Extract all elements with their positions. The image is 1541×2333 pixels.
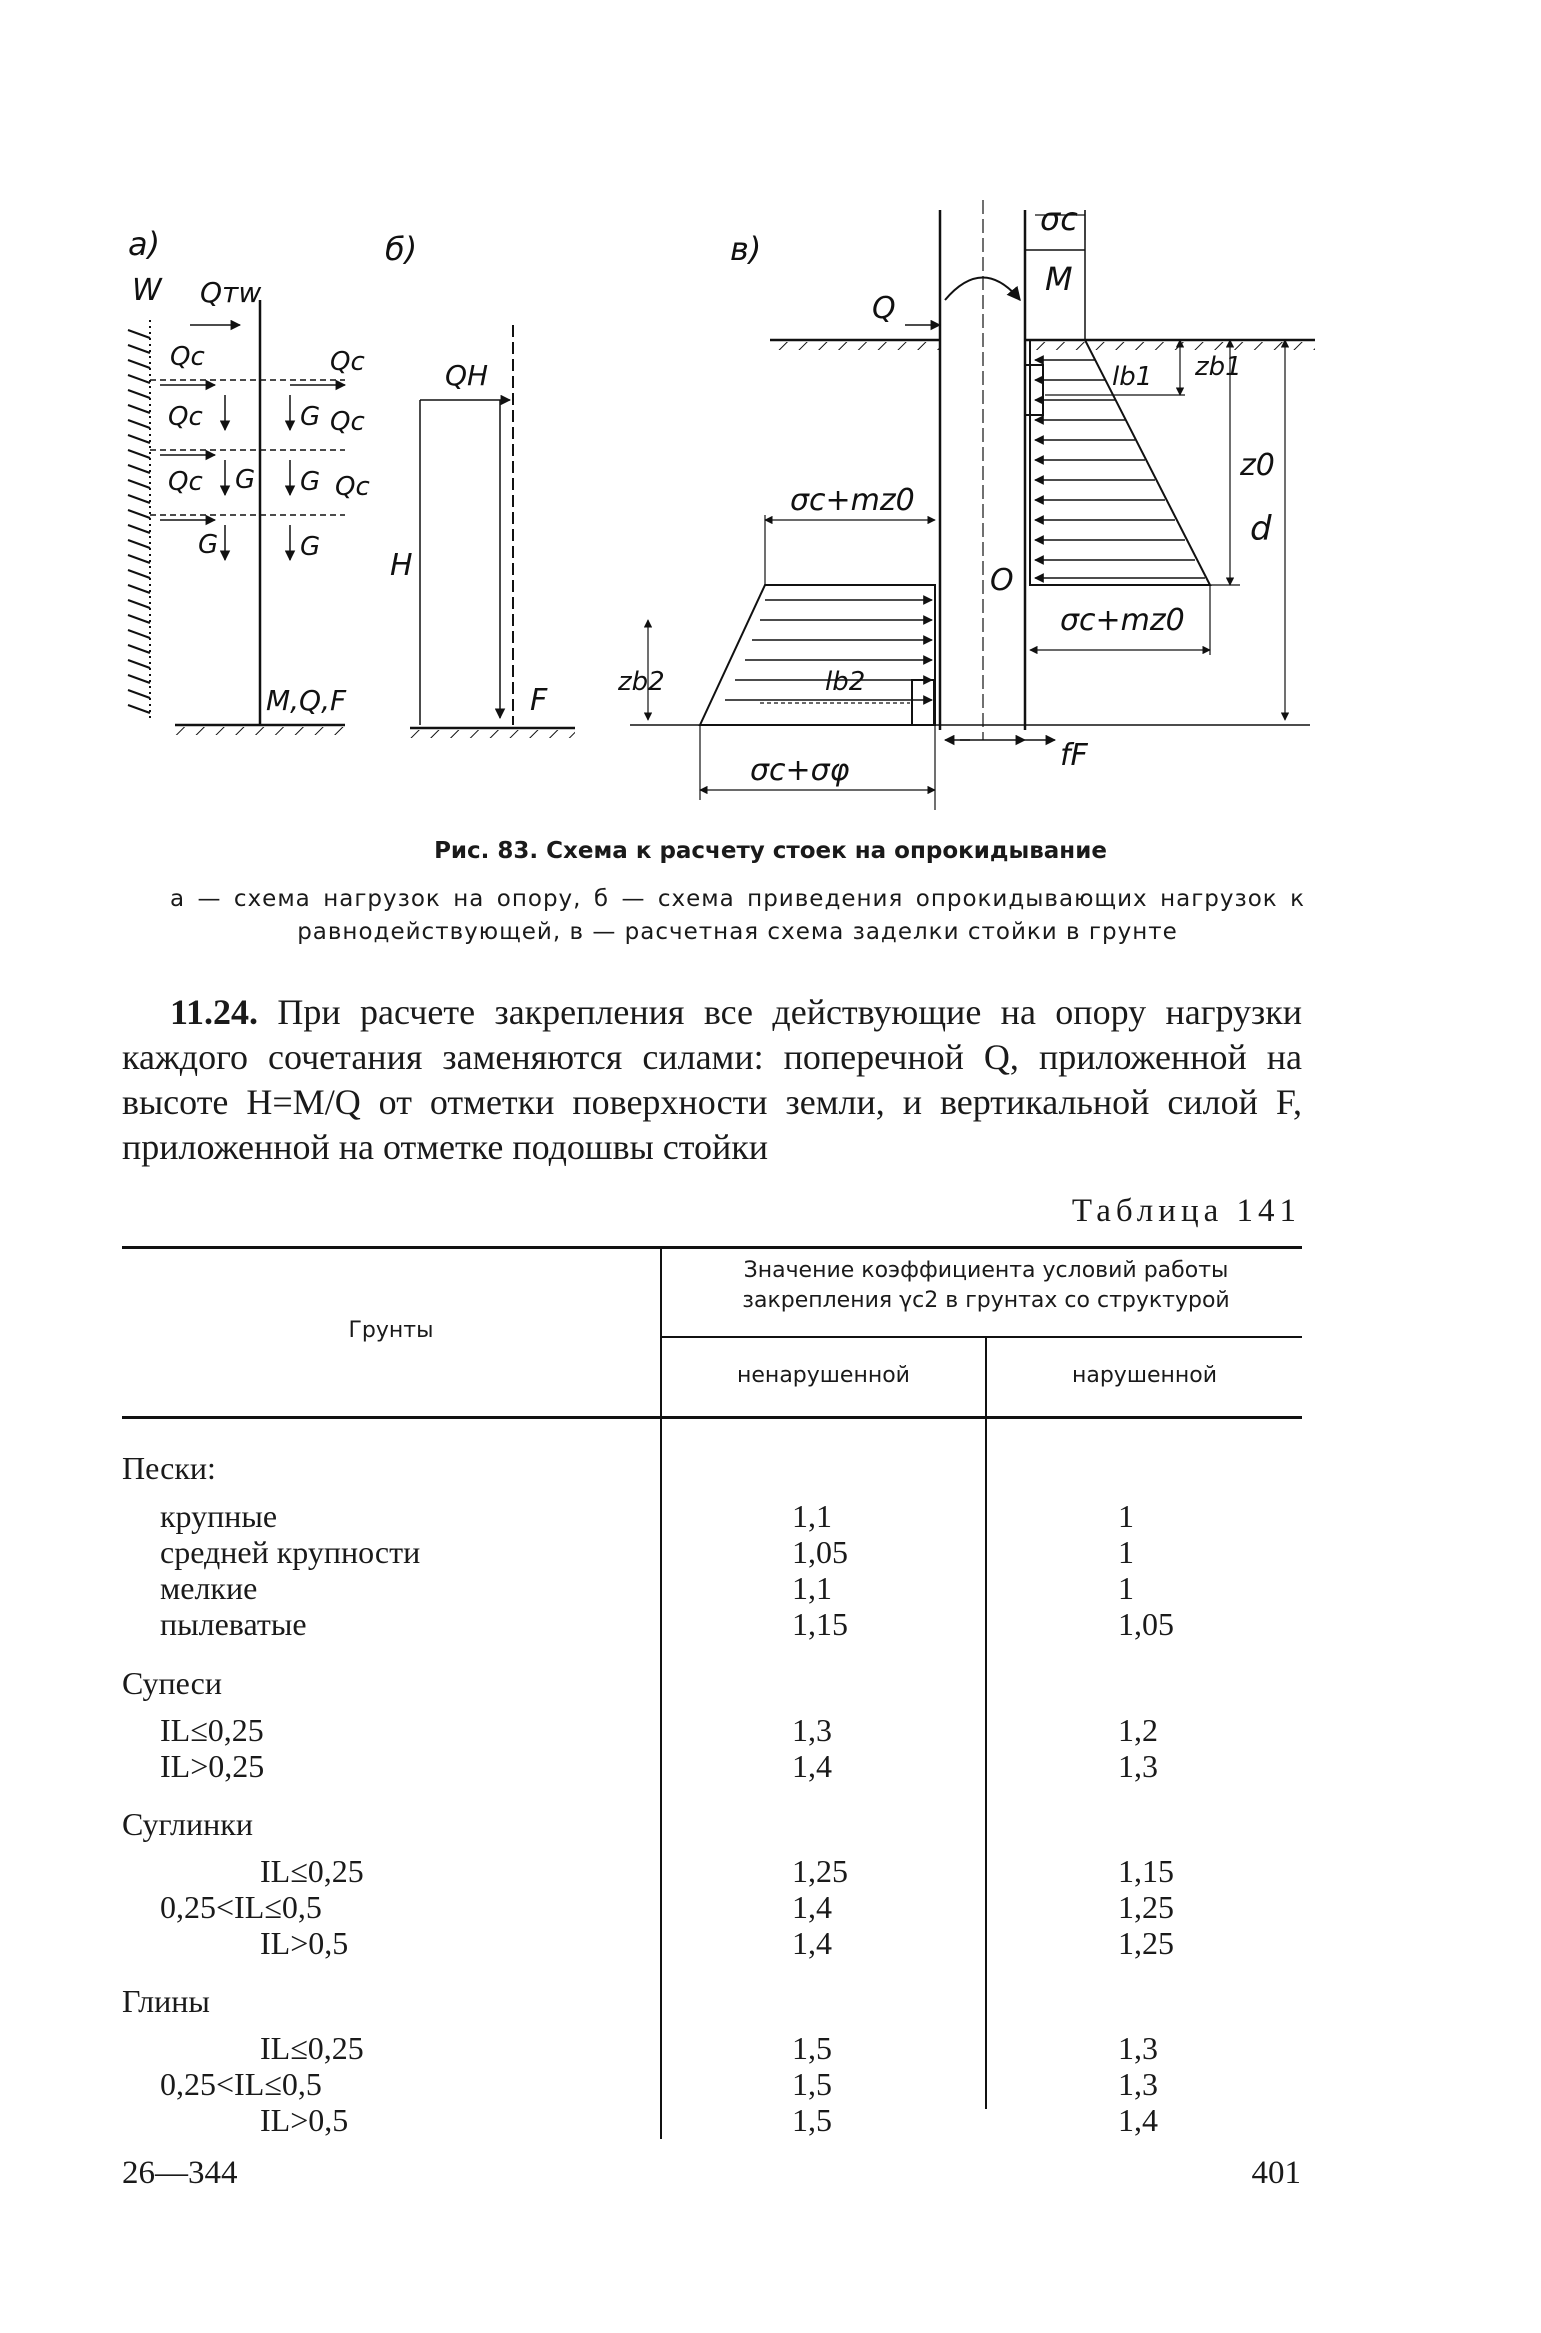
label-qc: Qc [330, 347, 365, 377]
label-g: G [300, 467, 321, 497]
cell-disturbed: 1,15 [1118, 1853, 1174, 1889]
label-f: F [530, 683, 548, 718]
cell-disturbed: 1,2 [1118, 1712, 1158, 1748]
cell-undisturbed: 1,3 [792, 1712, 832, 1748]
table-header-rule [122, 1416, 1302, 1419]
row-label: пылеватые [160, 1606, 307, 1642]
label-qc: Qc [168, 467, 203, 497]
cell-disturbed: 1,25 [1118, 1889, 1174, 1925]
label-g: G [300, 402, 321, 432]
group-sands: Пески: [122, 1450, 216, 1486]
cell-disturbed: 1,05 [1118, 1606, 1174, 1642]
cell-undisturbed: 1,1 [792, 1498, 832, 1534]
figure-caption-description: а — схема нагрузок на опору, б — схема приведения опрокидывающих нагрузок к равнодействующей, в — расчетная схема заделки стойки в грунте [170, 886, 1305, 945]
cell-undisturbed: 1,15 [792, 1606, 848, 1642]
label-sigma-c: σc [1040, 200, 1078, 238]
cell-disturbed: 1 [1118, 1498, 1134, 1534]
label-qh: QH [445, 359, 489, 392]
label-w: W [132, 273, 162, 308]
label-lb2: lb2 [825, 667, 866, 697]
table-vrule-body-1 [660, 1419, 662, 2139]
label-o: O [990, 563, 1014, 598]
group-loams: Суглинки [122, 1806, 253, 1842]
label-mqf: M,Q,F [266, 684, 347, 717]
label-zb2: zb2 [618, 667, 665, 697]
cell-undisturbed: 1,5 [792, 2030, 832, 2066]
row-label: IL>0,5 [260, 2102, 349, 2138]
row-label: IL>0,25 [160, 1748, 265, 1784]
row-label: крупные [160, 1498, 278, 1534]
label-qc: Qc [330, 407, 365, 437]
panel-c [617, 200, 1315, 810]
label-sc-mz0-right: σc+mz0 [1060, 603, 1185, 638]
cell-disturbed: 1 [1118, 1570, 1134, 1606]
label-lb1: lb1 [1112, 362, 1153, 392]
row-label: средней крупности [160, 1534, 421, 1570]
paragraph-text: При расчете закрепления все действующие на опору нагрузки каждого сочетания заменяются силами: поперечной Q, приложенной на высоте H=M/Q от отметки поверхности земли, и вертикальной силой F, приложенной на отметке подошвы стойки [122, 992, 1302, 1167]
label-ff: fF [1060, 738, 1088, 773]
label-h: H [390, 548, 413, 583]
body-paragraph [122, 990, 1302, 1170]
figure-caption-title: Рис. 83. Схема к расчету стоек на опрокидывание [434, 838, 1107, 864]
cell-undisturbed: 1,05 [792, 1534, 848, 1570]
label-g: G [198, 530, 219, 560]
row-label: IL≤0,25 [260, 1853, 364, 1889]
cell-undisturbed: 1,4 [792, 1748, 832, 1784]
label-g: G [235, 465, 256, 495]
row-label: IL≤0,25 [260, 2030, 364, 2066]
label-d: d [1250, 509, 1272, 549]
label-m: M [1045, 260, 1073, 298]
page-number: 401 [1251, 2155, 1301, 2191]
col-header-disturbed: нарушенной [1071, 1363, 1218, 1388]
signature-mark: 26—344 [122, 2155, 238, 2191]
col-header-group: Значение коэффициента условий работы закрепления γc2 в грунтах со структурой [742, 1258, 1230, 1313]
table-label: Таблица 141 [1071, 1193, 1301, 1229]
label-q: Q [872, 291, 896, 326]
figure-83 [0, 0, 1541, 830]
panel-b [390, 325, 575, 738]
row-label: IL≤0,25 [160, 1712, 264, 1748]
label-sc-mz0-left: σc+mz0 [790, 483, 915, 518]
row-label: 0,25<IL≤0,5 [160, 1889, 322, 1925]
row-label: IL>0,5 [260, 1925, 349, 1961]
cell-disturbed: 1 [1118, 1534, 1134, 1570]
label-qtw: Qтw [200, 276, 262, 309]
label-qc: Qc [335, 472, 370, 502]
col-header-undisturbed: ненарушенной [737, 1363, 910, 1388]
label-sc-sphi: σc+σφ [750, 753, 850, 788]
cell-undisturbed: 1,5 [792, 2102, 832, 2138]
table-top-rule [122, 1246, 1302, 1249]
label-qc: Qc [168, 402, 203, 432]
cell-undisturbed: 1,4 [792, 1889, 832, 1925]
panel-label-c: в) [730, 230, 762, 268]
cell-undisturbed: 1,1 [792, 1570, 832, 1606]
cell-disturbed: 1,3 [1118, 1748, 1158, 1784]
panel-a [128, 273, 370, 735]
row-label: мелкие [160, 1570, 258, 1606]
group-sandy-loams: Супеси [122, 1665, 222, 1701]
cell-undisturbed: 1,4 [792, 1925, 832, 1961]
cell-undisturbed: 1,25 [792, 1853, 848, 1889]
cell-disturbed: 1,25 [1118, 1925, 1174, 1961]
col-header-soils: Грунты [348, 1318, 434, 1343]
label-qc: Qc [170, 342, 205, 372]
table-vrule-body-2 [985, 1419, 987, 2109]
cell-undisturbed: 1,5 [792, 2066, 832, 2102]
cell-disturbed: 1,3 [1118, 2030, 1158, 2066]
table-vrule-1 [660, 1249, 662, 1416]
panel-label-a: а) [128, 225, 161, 263]
row-label: 0,25<IL≤0,5 [160, 2066, 322, 2102]
table-subheader-rule [660, 1336, 1302, 1338]
label-zb1: zb1 [1195, 352, 1242, 382]
cell-disturbed: 1,3 [1118, 2066, 1158, 2102]
label-z0: z0 [1240, 448, 1275, 483]
paragraph-number: 11.24. [170, 992, 259, 1032]
panel-label-b: б) [385, 230, 418, 268]
group-clays: Глины [122, 1983, 210, 2019]
figure-diagram [0, 0, 1541, 830]
label-g: G [300, 532, 321, 562]
cell-disturbed: 1,4 [1118, 2102, 1158, 2138]
